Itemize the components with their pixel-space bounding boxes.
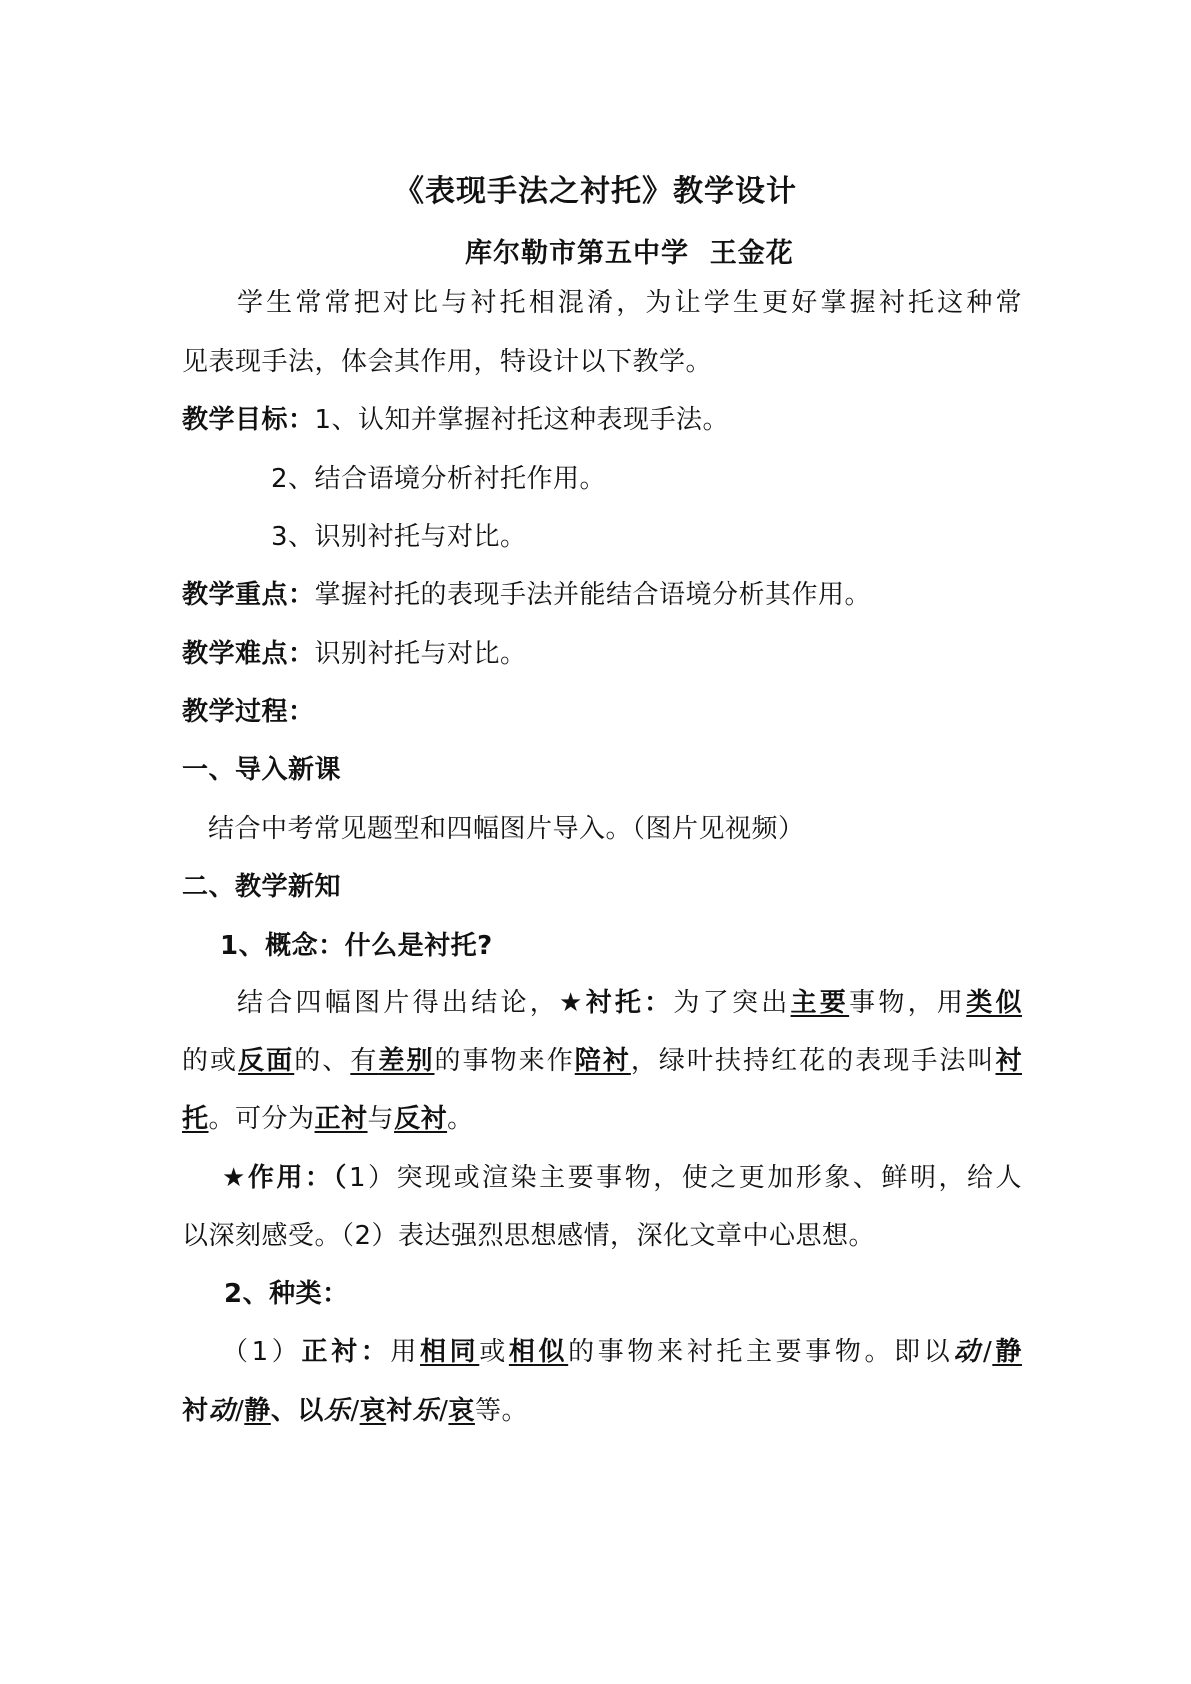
section2-heading: 二、教学新知 xyxy=(182,872,342,902)
concept-paragraph-line2 xyxy=(182,1043,1022,1079)
effect-label: ★作用：（ xyxy=(222,1163,349,1193)
types-paragraph-line2 xyxy=(182,1393,1022,1429)
concept-keyword: 差别 xyxy=(378,1046,435,1076)
goals-label: 教学目标： xyxy=(182,405,315,435)
concept-text: ，绿叶扶持红花的表现手法叫 xyxy=(630,1046,996,1076)
concept-keyword: 反面 xyxy=(238,1046,295,1076)
teaching-focus xyxy=(182,577,1022,613)
types-text: 用 xyxy=(390,1337,420,1367)
types-separator: / xyxy=(439,1396,449,1426)
document-title: 《表现手法之衬托》教学设计 xyxy=(394,174,797,209)
concept-text: 的事物来作 xyxy=(434,1046,575,1076)
concept-text: 。 xyxy=(447,1104,474,1134)
effect-text: 1）突现或渲染主要事物，使之更加形象、鲜明，给人 xyxy=(348,1163,1023,1193)
difficulty-label: 教学难点： xyxy=(182,639,315,669)
types-separator: / xyxy=(235,1396,245,1426)
concept-text: 的、 xyxy=(294,1046,351,1076)
concept-text: 事物，用 xyxy=(849,988,967,1018)
types-text: （1） xyxy=(222,1337,302,1367)
teaching-goals xyxy=(182,402,1022,438)
types-keyword: 静 xyxy=(992,1337,1022,1367)
types-keyword: 、以 xyxy=(270,1396,324,1426)
types-keyword: 动 xyxy=(208,1396,236,1426)
types-keyword: 衬 xyxy=(182,1396,209,1426)
goal-item-1: 1、认知并掌握衬托这种表现手法。 xyxy=(314,405,730,435)
types-keyword: 相似 xyxy=(508,1337,569,1367)
concept-keyword: 正衬 xyxy=(314,1104,368,1134)
types-text: 的事物来衬托主要事物。即以 xyxy=(568,1337,954,1367)
types-text: 等。 xyxy=(474,1396,528,1426)
concept-term-label: ★衬托： xyxy=(559,988,674,1018)
concept-paragraph-line1 xyxy=(182,985,1022,1021)
types-keyword: 静 xyxy=(244,1396,271,1426)
process-label: 教学过程： xyxy=(182,697,315,727)
section1-text: 结合中考常见题型和四幅图片导入。（图片见视频） xyxy=(208,814,805,844)
concept-keyword: 类似 xyxy=(966,988,1022,1018)
concept-keyword: 托 xyxy=(182,1104,209,1134)
types-keyword: 乐 xyxy=(323,1396,351,1426)
focus-text: 掌握衬托的表现手法并能结合语境分析其作用。 xyxy=(314,580,872,610)
concept-text: 为了突出 xyxy=(673,988,791,1018)
concept-text: 结合四幅图片得出结论， xyxy=(237,988,560,1018)
types-heading: 2、种类： xyxy=(224,1279,349,1309)
types-label: 正衬： xyxy=(301,1337,391,1367)
goal-item-2: 2、结合语境分析衬托作用。 xyxy=(271,464,607,494)
concept-text: 与 xyxy=(367,1104,395,1134)
document-author: 库尔勒市第五中学 王金花 xyxy=(465,238,794,269)
effect-paragraph-line1 xyxy=(182,1160,1022,1196)
focus-label: 教学重点： xyxy=(182,580,315,610)
concept-text: 的或 xyxy=(182,1046,239,1076)
intro-paragraph-line2: 见表现手法，体会其作用，特设计以下教学。 xyxy=(182,347,713,377)
concept-keyword: 有 xyxy=(350,1046,379,1076)
concept-heading: 1、概念：什么是衬托? xyxy=(220,931,493,961)
teaching-difficulty xyxy=(182,636,1022,672)
types-keyword: 衬 xyxy=(386,1396,413,1426)
section1-heading: 一、导入新课 xyxy=(182,755,342,785)
concept-keyword: 衬 xyxy=(995,1046,1022,1076)
concept-keyword: 陪衬 xyxy=(574,1046,631,1076)
difficulty-text: 识别衬托与对比。 xyxy=(314,639,527,669)
types-keyword: 动 xyxy=(953,1337,984,1367)
types-paragraph-line1 xyxy=(182,1334,1022,1370)
goal-item-3: 3、识别衬托与对比。 xyxy=(271,522,527,552)
types-keyword: 哀 xyxy=(448,1396,475,1426)
types-keyword: 哀 xyxy=(359,1396,387,1426)
intro-paragraph-line1: 学生常常把对比与衬托相混淆，为让学生更好掌握衬托这种常 xyxy=(237,288,1022,318)
concept-keyword: 反衬 xyxy=(394,1104,448,1134)
effect-paragraph-line2: 以深刻感受。（2）表达强烈思想感情，深化文章中心思想。 xyxy=(182,1221,876,1251)
concept-keyword: 主要 xyxy=(790,988,850,1018)
types-text: 或 xyxy=(479,1337,509,1367)
types-separator: / xyxy=(350,1396,360,1426)
types-keyword: 乐 xyxy=(412,1396,440,1426)
types-keyword: 相同 xyxy=(420,1337,480,1367)
concept-paragraph-line3 xyxy=(182,1101,1022,1137)
concept-text: 。可分为 xyxy=(208,1104,315,1134)
types-separator: / xyxy=(983,1337,993,1367)
